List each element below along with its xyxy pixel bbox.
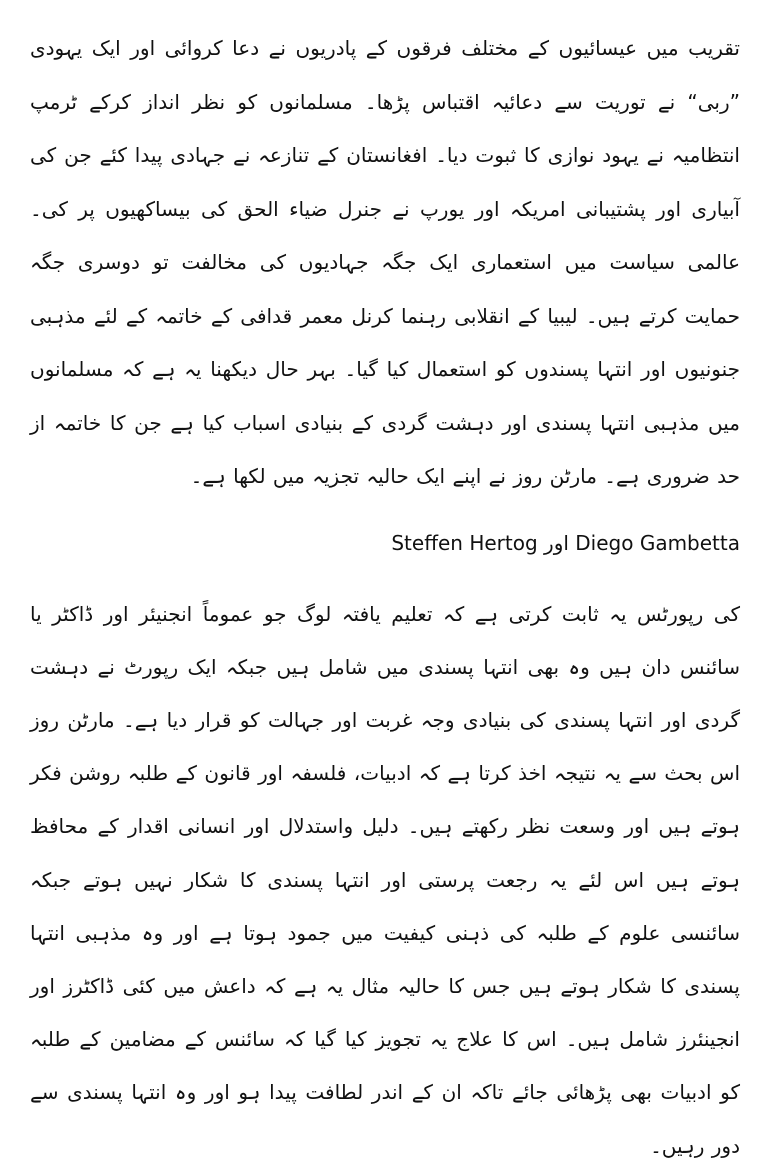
paragraph-1: تقریب میں عیسائیوں کے مختلف فرقوں کے پادریوں نے دعا کروائی اور ایک یہودی ”ربی“ نے توریت سے دعائیہ اقتباس پڑھا۔ مسلمانوں کو نظر انداز کرکے ٹرمپ انتظامیہ نے یہود نوازی کا ثبوت دیا۔ افغانستان کے تنازعہ نے جہادی پیدا کئے جن کی آبیاری اور پشتیبانی امریکہ اور یورپ نے جنرل ضیاء الحق کی بیساکھیوں پر کی۔ عالمی سیاست میں استعماری ایک جگہ جہادیوں کی مخالفت تو دوسری جگہ حمایت کرتے ہیں۔ لیبیا کے انقلابی رہنما کرنل معمر قدافی کے خاتمہ کے لئے مذہبی جنونیوں اور انتہا پسندوں کو استعمال کیا گیا۔ بہر حال دیکھنا یہ ہے کہ مسلمانوں میں مذہبی انتہا پسندی اور دہشت گردی کے بنیادی اسباب کیا ہے جن کا خاتمہ از حد ضروری ہے۔ مارٹن روز نے اپنے ایک حالیہ تجزیہ میں لکھا ہے۔ xyxy=(30,36,740,488)
document-page xyxy=(30,22,740,1173)
author-name-1: Steffen Hertog xyxy=(391,530,538,555)
authors-connector: اور xyxy=(544,530,569,555)
paragraph-2: کی رپورٹس یہ ثابت کرتی ہے کہ تعلیم یافتہ لوگ جو عموماً انجنیئر اور ڈاکٹر یا سائنس دان ہیں وہ بھی انتہا پسندی میں شامل ہیں جبکہ ایک رپورٹ نے دہشت گردی اور انتہا پسندی کی بنیادی وجہ غربت اور جہالت کو قرار دیا ہے۔ مارٹن روز اس بحث سے یہ نتیجہ اخذ کرتا ہے کہ ادبیات، فلسفہ اور قانون کے طلبہ روشن فکر ہوتے ہیں اور وسعت نظر رکھتے ہیں۔ دلیل واستدلال اور انسانی اقدار کے محافظ ہوتے ہیں اس لئے یہ رجعت پرستی اور انتہا پسندی کا شکار نہیں ہوتے جبکہ سائنسی علوم کے طلبہ کی ذہنی کیفیت میں جمود ہوتا ہے اور وہ مذہبی انتہا پسندی کا شکار ہوتے ہیں جس کا حالیہ مثال یہ ہے کہ داعش میں کئی ڈاکٹرز اور انجینئرز شامل ہیں۔ اس کا علاج یہ تجویز کیا گیا کہ سائنس کے مضامین کے طلبہ کو ادبیات بھی پڑھائی جائے تاکہ ان کے اندر لطافت پیدا ہو اور وہ انتہا پسندی سے دور رہیں۔ xyxy=(30,601,740,1158)
authors-line xyxy=(30,528,740,558)
author-name-2: Diego Gambetta xyxy=(575,530,740,555)
